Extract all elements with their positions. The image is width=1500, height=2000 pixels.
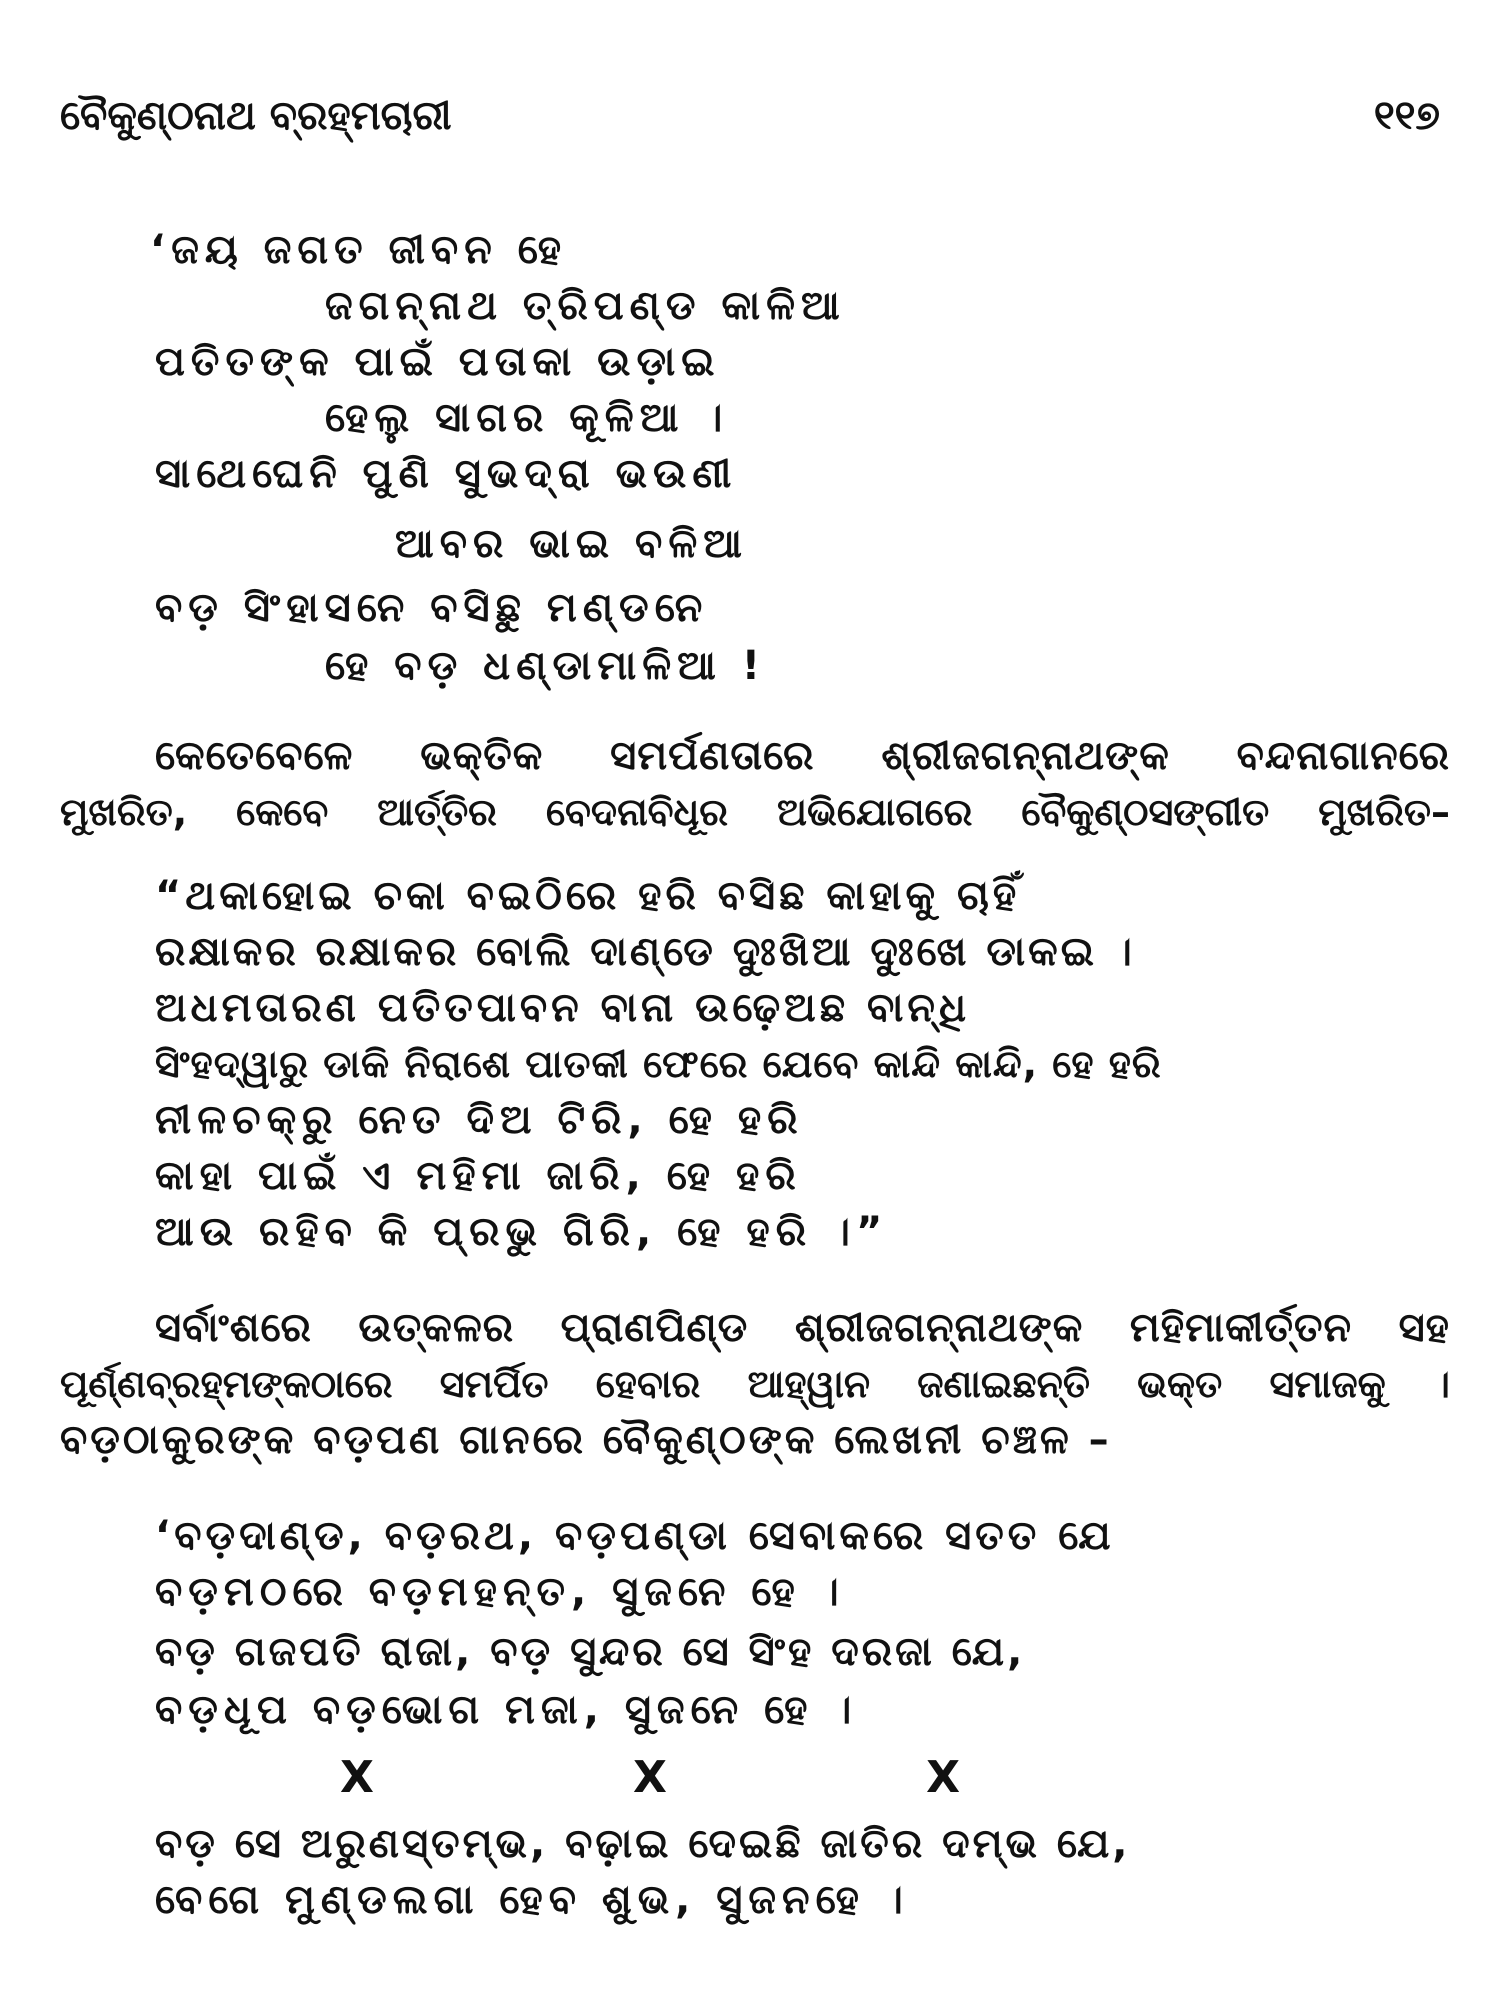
poem-1-line: ପତିତଙ୍କ ପାଇଁ ପତାକା ଉଡ଼ାଇ bbox=[155, 339, 721, 385]
poem-2-line: ଅଧମତାରଣ ପତିତପାବନ ବାନା ଉଢ଼େଅଛ ବାନ୍ଧି bbox=[155, 985, 971, 1031]
poem-2-line: ରକ୍ଷାକର ରକ୍ଷାକର ବୋଲି ଦାଣ୍ଡେ ଦୁଃଖିଆ ଦୁଃଖେ ଡାକଇ । bbox=[155, 929, 1135, 975]
poem-2-line: ନୀଳଚକ୍ରୁ ନେତ ଦିଅ ଟିରି, ହେ ହରି bbox=[155, 1097, 804, 1143]
paragraph-2-line: ବଡ଼ଠାକୁରଙ୍କ ବଡ଼ପଣ ଗାନରେ ବୈକୁଣ୍ଠଙ୍କ ଲେଖନୀ ଚଞ୍ଚଳ – bbox=[60, 1417, 1112, 1463]
poem-1-line: ସାଥେଘେନି ପୁଣି ସୁଭଦ୍ରା ଭଉଣୀ bbox=[155, 451, 738, 497]
page-number: ୧୧୭ bbox=[1373, 93, 1440, 139]
poem-4-line: ବେଗେ ମୁଣ୍ଡଲଗା ହେବ ଶୁଭ, ସୁଜନହେ । bbox=[155, 1877, 909, 1923]
poem-3-line: ବଡ଼ଧୂପ ବଡ଼ଭୋଗ ମଜା, ସୁଜନେ ହେ । bbox=[155, 1687, 858, 1733]
poem-1-line: ଜଗନ୍ନାଥ ତ୍ରିପଣ୍ଡ କାଳିଆ bbox=[325, 283, 846, 329]
poem-2-line: “ଥକାହୋଇ ଚକା ବଇଠିରେ ହରି ବସିଛ କାହାକୁ ଚାହିଁ bbox=[155, 873, 1021, 919]
separator-mark: X bbox=[340, 1752, 374, 1803]
paragraph-1-line: ମୁଖରିତ, କେବେ ଆର୍ତ୍ତିର ବେଦନାବିଧୂର ଅଭିଯୋଗରେ ବୈକୁଣ୍ଠସଙ୍ଗୀତ ମୁଖରିତ– bbox=[60, 790, 1450, 834]
page-header bbox=[60, 88, 1440, 144]
poem-1-line: ହେ ବଡ଼ ଧଣ୍ଡାମାଳିଆ ! bbox=[325, 643, 767, 689]
poem-4-line: ବଡ଼ ସେ ଅରୁଣସ୍ତମ୍ଭ, ବଢ଼ାଇ ଦେଇଛି ଜାତିର ଦମ୍ଭ ଯେ, bbox=[155, 1821, 1131, 1867]
poem-2-line: ସିଂହଦ୍ୱାରୁ ଡାକି ନିରାଶେ ପାତକୀ ଫେରେ ଯେବେ କାନ୍ଦି କାନ୍ଦି, ହେ ହରି bbox=[155, 1042, 1162, 1086]
poem-2-line: ଆଉ ରହିବ କି ପ୍ରଭୁ ଗିରି, ହେ ହରି ।” bbox=[155, 1209, 889, 1255]
section-separator bbox=[340, 1750, 960, 1806]
poem-1-line: ବଡ଼ ସିଂହାସନେ ବସିଛୁ ମଣ୍ଡନେ bbox=[155, 585, 709, 631]
paragraph-1-line: କେତେବେଳେ ଭକ୍ତିକ ସମର୍ପଣତାରେ ଶ୍ରୀଜଗନ୍ନାଥଙ୍କ ବନ୍ଦନାଗାନରେ bbox=[155, 733, 1450, 779]
poem-1-line: ହେଲୁ ସାଗର କୂଳିଆ । bbox=[325, 395, 729, 441]
poem-3-line: ବଡ଼ମଠରେ ବଡ଼ମହନ୍ତ, ସୁଜନେ ହେ । bbox=[155, 1569, 845, 1615]
separator-mark: X bbox=[926, 1752, 960, 1803]
poem-2-line: କାହା ପାଇଁ ଏ ମହିମା ଜାରି, ହେ ହରି bbox=[155, 1153, 802, 1199]
running-title: ବୈକୁଣ୍ଠନାଥ ବ୍ରହ୍ମଚାରୀ bbox=[60, 93, 452, 139]
paragraph-2-line: ସର୍ବାଂଶରେ ଉତ୍କଳର ପ୍ରାଣପିଣ୍ଡ ଶ୍ରୀଜଗନ୍ନାଥଙ୍କ ମହିମାକୀର୍ତ୍ତନ ସହ bbox=[155, 1305, 1450, 1351]
poem-1-line: ଆବର ଭାଇ ବଳିଆ bbox=[395, 521, 748, 567]
separator-mark: X bbox=[633, 1752, 667, 1803]
poem-1-line: ‘ଜୟ ଜଗତ ଜୀବନ ହେ bbox=[150, 227, 568, 273]
poem-3-line: ‘ବଡ଼ଦାଣ୍ଡ, ବଡ଼ରଥ, ବଡ଼ପଣ୍ଡା ସେବାକରେ ସତତ ଯେ bbox=[155, 1513, 1115, 1559]
paragraph-2-line: ପୂର୍ଣ୍ଣବ୍ରହ୍ମଙ୍କଠାରେ ସମର୍ପିତ ହେବାର ଆହ୍ୱାନ ଜଣାଇଛନ୍ତି ଭକ୍ତ ସମାଜକୁ । bbox=[60, 1362, 1450, 1406]
poem-3-line: ବଡ଼ ଗଜପତି ରାଜା, ବଡ଼ ସୁନ୍ଦର ସେ ସିଂହ ଦରଜା ଯେ, bbox=[155, 1629, 1026, 1675]
